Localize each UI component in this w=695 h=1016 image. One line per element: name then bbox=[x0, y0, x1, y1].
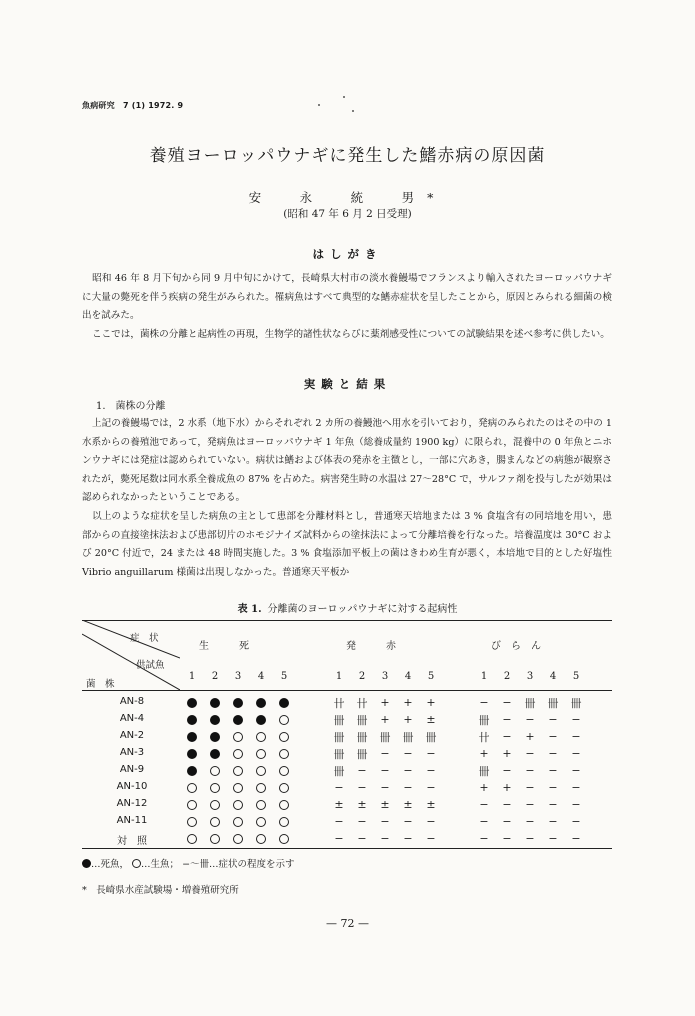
fish-number: 2 bbox=[358, 671, 366, 682]
dead-fish-mark bbox=[210, 732, 220, 742]
severity-scale-note: −～卌…症状の程度を示す bbox=[182, 859, 295, 870]
fish-number: 2 bbox=[503, 671, 511, 682]
table-row bbox=[82, 796, 612, 813]
erosion-cell: + bbox=[502, 781, 512, 794]
survival-cell bbox=[205, 762, 225, 779]
results-paragraph-1: 上記の養鰻場では，2 水系（地下水）からそれぞれ 2 カ所の養鰻池へ用水を引いており，発病のみられたのはその中の 1 水系からの養殖池であって，発病魚はヨーロッパウナギ 1 年魚（総養成量約 1900 kg）に限られ，混養中の 0 年魚とニホンウナギには発症は認められていない。病状は鰭および体表の発赤を主徴とし，一部に穴あき，腸まんなどの病態が観察されたが，斃死尾数は同水系全養成魚の 87% を占めた。病害発生時の水温は 27～28°C で，サルファ剤を投与したが効果は認められなかったということである。 bbox=[82, 418, 612, 504]
survival-cell bbox=[251, 779, 271, 796]
erosion-cell: − bbox=[548, 764, 558, 777]
survival-cell bbox=[228, 796, 248, 813]
live-fish-mark bbox=[279, 800, 289, 810]
redness-cell: − bbox=[334, 832, 344, 845]
fish-number: 5 bbox=[572, 671, 580, 682]
redness-cell: + bbox=[403, 713, 413, 726]
redness-cell: − bbox=[380, 815, 390, 828]
paper-title: 養殖ヨーロッパウナギに発生した鰭赤病の原因菌 bbox=[149, 146, 546, 166]
header-symptom: 症 状 bbox=[130, 633, 159, 644]
live-fish-mark bbox=[233, 800, 243, 810]
survival-cell bbox=[205, 745, 225, 762]
redness-cell: 卌 bbox=[333, 713, 345, 727]
live-fish-mark bbox=[256, 766, 266, 776]
erosion-cell: − bbox=[479, 815, 489, 828]
redness-cell: 卄 bbox=[356, 696, 368, 710]
dead-fish-mark bbox=[187, 698, 197, 708]
intro-paragraph-1: 昭和 46 年 8 月下旬から同 9 月中旬にかけて，長崎県大村市の淡水養鰻場でフランスより輸入されたヨーロッパウナギに大量の斃死を伴う疾病の発生がみられた。罹病魚はすべて典型的な鰭赤症状を呈したことから，原因とみられる細菌の検出を試みた。 bbox=[82, 273, 612, 322]
fish-number: 4 bbox=[549, 671, 557, 682]
strain-name: 対 照 bbox=[117, 836, 147, 847]
dead-fish-mark bbox=[187, 749, 197, 759]
redness-cell: 卌 bbox=[402, 730, 414, 744]
erosion-cell: + bbox=[479, 781, 489, 794]
print-speck bbox=[318, 104, 320, 106]
dead-fish-mark bbox=[233, 715, 243, 725]
erosion-cell: − bbox=[571, 747, 581, 760]
strain-name: AN-4 bbox=[119, 713, 145, 724]
redness-cell: ± bbox=[426, 713, 436, 726]
erosion-cell: − bbox=[502, 730, 512, 743]
survival-cell bbox=[205, 813, 225, 830]
erosion-cell: − bbox=[525, 832, 535, 845]
redness-cell: 卌 bbox=[379, 730, 391, 744]
live-fish-mark bbox=[210, 834, 220, 844]
survival-cell bbox=[182, 830, 202, 847]
survival-cell bbox=[205, 779, 225, 796]
survival-cell bbox=[274, 745, 294, 762]
dead-fish-mark bbox=[187, 732, 197, 742]
survival-cell bbox=[205, 830, 225, 847]
survival-cell bbox=[228, 830, 248, 847]
survival-cell bbox=[274, 711, 294, 728]
survival-cell bbox=[251, 728, 271, 745]
table-caption-text: 分離菌のヨーロッパウナギに対する起病性 bbox=[267, 604, 458, 615]
erosion-cell: − bbox=[525, 764, 535, 777]
strain-name: AN-12 bbox=[116, 798, 148, 809]
redness-cell: − bbox=[357, 764, 367, 777]
redness-cell: ± bbox=[403, 798, 413, 811]
survival-cell bbox=[182, 796, 202, 813]
author-affiliation-footnote: * 長崎県水産試験場・増養殖研究所 bbox=[82, 885, 239, 896]
erosion-cell: − bbox=[479, 832, 489, 845]
strain-name: AN-10 bbox=[116, 781, 148, 792]
erosion-cell: + bbox=[525, 730, 535, 743]
table-row bbox=[82, 745, 612, 762]
fish-number: 5 bbox=[427, 671, 435, 682]
live-fish-mark bbox=[187, 834, 197, 844]
erosion-cell: 卄 bbox=[478, 730, 490, 744]
redness-cell: − bbox=[334, 815, 344, 828]
survival-cell bbox=[251, 745, 271, 762]
fish-number: 4 bbox=[257, 671, 265, 682]
live-fish-mark bbox=[233, 817, 243, 827]
redness-cell: + bbox=[403, 696, 413, 709]
group-header-2: び ら ん bbox=[491, 641, 541, 652]
erosion-cell: − bbox=[502, 764, 512, 777]
redness-cell: − bbox=[426, 815, 436, 828]
dead-fish-mark bbox=[210, 715, 220, 725]
redness-cell: − bbox=[403, 747, 413, 760]
erosion-cell: + bbox=[502, 747, 512, 760]
erosion-cell: − bbox=[571, 713, 581, 726]
live-fish-mark bbox=[210, 800, 220, 810]
erosion-cell: − bbox=[502, 713, 512, 726]
live-fish-mark bbox=[233, 766, 243, 776]
pathogenicity-table bbox=[82, 620, 612, 858]
live-fish-mark bbox=[210, 817, 220, 827]
live-fish-mark bbox=[279, 715, 289, 725]
survival-cell bbox=[205, 711, 225, 728]
fish-number: 2 bbox=[211, 671, 219, 682]
dead-fish-mark bbox=[187, 715, 197, 725]
erosion-cell: − bbox=[525, 815, 535, 828]
table-caption bbox=[0, 600, 695, 615]
redness-cell: 卌 bbox=[425, 730, 437, 744]
group-header-1: 発 赤 bbox=[346, 641, 396, 652]
redness-cell: + bbox=[380, 713, 390, 726]
table-row bbox=[82, 762, 612, 779]
erosion-cell: − bbox=[548, 815, 558, 828]
survival-cell bbox=[274, 694, 294, 711]
fish-number: 1 bbox=[335, 671, 343, 682]
survival-cell bbox=[228, 694, 248, 711]
table-row bbox=[82, 711, 612, 728]
table-caption-label: 表 1. bbox=[237, 604, 262, 615]
survival-cell bbox=[228, 711, 248, 728]
erosion-cell: − bbox=[525, 747, 535, 760]
dead-fish-mark bbox=[256, 715, 266, 725]
intro-heading: はしがき bbox=[312, 247, 383, 261]
redness-cell: − bbox=[380, 764, 390, 777]
redness-cell: − bbox=[380, 832, 390, 845]
erosion-cell: − bbox=[548, 747, 558, 760]
redness-cell: 卌 bbox=[356, 747, 368, 761]
fish-number: 5 bbox=[280, 671, 288, 682]
live-fish-mark bbox=[187, 800, 197, 810]
erosion-cell: − bbox=[479, 696, 489, 709]
redness-cell: − bbox=[426, 764, 436, 777]
survival-cell bbox=[182, 813, 202, 830]
table-bottom-rule bbox=[82, 848, 612, 849]
live-fish-mark bbox=[279, 766, 289, 776]
live-fish-mark bbox=[233, 732, 243, 742]
survival-cell bbox=[228, 813, 248, 830]
redness-cell: − bbox=[357, 832, 367, 845]
table-legend: …死魚， …生魚； −～卌…症状の程度を示す bbox=[82, 856, 295, 870]
erosion-cell: − bbox=[502, 832, 512, 845]
live-fish-mark bbox=[279, 817, 289, 827]
erosion-cell: − bbox=[502, 696, 512, 709]
author-name: 安 永 統 男* bbox=[248, 190, 447, 205]
header-fish: 供試魚 bbox=[136, 660, 165, 671]
redness-cell: ± bbox=[334, 798, 344, 811]
live-fish-symbol bbox=[132, 859, 141, 868]
fish-number: 3 bbox=[381, 671, 389, 682]
results-heading: 実験と結果 bbox=[303, 377, 392, 391]
strain-name: AN-8 bbox=[119, 696, 145, 707]
redness-cell: 卌 bbox=[333, 730, 345, 744]
survival-cell bbox=[251, 796, 271, 813]
page-number: — 72 — bbox=[326, 917, 369, 930]
redness-cell: 卄 bbox=[333, 696, 345, 710]
survival-cell bbox=[228, 728, 248, 745]
live-fish-mark bbox=[256, 800, 266, 810]
strain-name: AN-9 bbox=[119, 764, 145, 775]
erosion-cell: − bbox=[548, 730, 558, 743]
survival-cell bbox=[182, 694, 202, 711]
table-row bbox=[82, 813, 612, 830]
fish-number: 1 bbox=[480, 671, 488, 682]
survival-cell bbox=[251, 813, 271, 830]
redness-cell: 卌 bbox=[356, 730, 368, 744]
survival-cell bbox=[228, 745, 248, 762]
erosion-cell: + bbox=[479, 747, 489, 760]
erosion-cell: − bbox=[571, 730, 581, 743]
erosion-cell: − bbox=[548, 798, 558, 811]
survival-cell bbox=[251, 762, 271, 779]
survival-cell bbox=[274, 762, 294, 779]
erosion-cell: − bbox=[548, 713, 558, 726]
erosion-cell: − bbox=[525, 781, 535, 794]
redness-cell: − bbox=[403, 815, 413, 828]
strain-name: AN-3 bbox=[119, 747, 145, 758]
survival-cell bbox=[251, 694, 271, 711]
dead-fish-mark bbox=[210, 698, 220, 708]
results-paragraph-2: 以上のような症状を呈した病魚の主として患部を分離材料とし，普通寒天培地または 3 % 食塩含有の同培地を用い，患部からの直接塗抹法および患部切片のホモジナイズ試料からの塗抹法によって分離培養を行なった。培養温度は 30°C および 20°C 付近で，24 または 48 時間実施した。3 % 食塩添加平板上の菌はきわめ生育が悪く，本培地で目的とした好塩性 Vibrio anguillarum 様菌は出現しなかった。普通寒天平板か bbox=[82, 511, 612, 578]
survival-cell bbox=[274, 728, 294, 745]
fish-number: 3 bbox=[234, 671, 242, 682]
print-speck bbox=[343, 96, 345, 98]
redness-cell: − bbox=[357, 781, 367, 794]
redness-cell: − bbox=[403, 764, 413, 777]
survival-cell bbox=[182, 728, 202, 745]
table-row bbox=[82, 830, 612, 847]
live-fish-mark bbox=[279, 834, 289, 844]
redness-cell: − bbox=[403, 832, 413, 845]
live-fish-mark bbox=[279, 732, 289, 742]
erosion-cell: 卌 bbox=[524, 696, 536, 710]
redness-cell: − bbox=[403, 781, 413, 794]
redness-cell: − bbox=[380, 781, 390, 794]
redness-cell: + bbox=[380, 696, 390, 709]
survival-cell bbox=[205, 694, 225, 711]
erosion-cell: − bbox=[571, 815, 581, 828]
erosion-cell: − bbox=[571, 781, 581, 794]
live-fish-mark bbox=[233, 783, 243, 793]
survival-cell bbox=[274, 779, 294, 796]
erosion-cell: 卌 bbox=[478, 713, 490, 727]
erosion-cell: 卌 bbox=[478, 764, 490, 778]
erosion-cell: − bbox=[479, 798, 489, 811]
dead-fish-mark bbox=[256, 698, 266, 708]
erosion-cell: − bbox=[571, 832, 581, 845]
erosion-cell: − bbox=[502, 798, 512, 811]
survival-cell bbox=[182, 779, 202, 796]
journal-header: 魚病研究 7 (1) 1972. 9 bbox=[82, 101, 184, 110]
erosion-cell: − bbox=[525, 713, 535, 726]
dead-fish-mark bbox=[210, 749, 220, 759]
survival-cell bbox=[182, 745, 202, 762]
redness-cell: ± bbox=[426, 798, 436, 811]
table-row bbox=[82, 694, 612, 711]
live-fish-mark bbox=[187, 817, 197, 827]
survival-cell bbox=[205, 728, 225, 745]
live-fish-mark bbox=[210, 783, 220, 793]
redness-cell: − bbox=[380, 747, 390, 760]
live-fish-mark bbox=[256, 817, 266, 827]
live-fish-mark bbox=[233, 834, 243, 844]
dead-fish-mark bbox=[233, 698, 243, 708]
survival-cell bbox=[228, 762, 248, 779]
table-row bbox=[82, 779, 612, 796]
strain-name: AN-11 bbox=[116, 815, 148, 826]
table-row bbox=[82, 728, 612, 745]
live-fish-mark bbox=[210, 766, 220, 776]
live-fish-mark bbox=[279, 749, 289, 759]
redness-cell: − bbox=[334, 781, 344, 794]
survival-cell bbox=[274, 796, 294, 813]
live-fish-mark bbox=[256, 749, 266, 759]
redness-cell: − bbox=[426, 781, 436, 794]
header-strain: 菌 株 bbox=[86, 679, 115, 690]
erosion-cell: − bbox=[571, 798, 581, 811]
erosion-cell: − bbox=[525, 798, 535, 811]
survival-cell bbox=[251, 711, 271, 728]
live-fish-mark bbox=[256, 834, 266, 844]
received-date: (昭和 47 年 6 月 2 日受理) bbox=[283, 208, 412, 220]
survival-cell bbox=[182, 762, 202, 779]
dead-fish-mark bbox=[279, 698, 289, 708]
erosion-cell: − bbox=[571, 764, 581, 777]
intro-paragraph-2: ここでは，菌株の分離と起病性の再現，生物学的諸性状ならびに薬剤感受性についての試験結果を述べ参考に供したい。 bbox=[92, 329, 610, 340]
survival-cell bbox=[182, 711, 202, 728]
erosion-cell: − bbox=[502, 815, 512, 828]
survival-cell bbox=[274, 830, 294, 847]
redness-cell: ± bbox=[380, 798, 390, 811]
live-fish-mark bbox=[279, 783, 289, 793]
dead-fish-symbol bbox=[82, 859, 91, 868]
redness-cell: 卌 bbox=[356, 713, 368, 727]
dead-fish-mark bbox=[187, 766, 197, 776]
print-speck bbox=[352, 110, 354, 112]
table-header-rule bbox=[82, 690, 612, 691]
live-fish-mark bbox=[187, 783, 197, 793]
redness-cell: − bbox=[426, 832, 436, 845]
fish-number: 4 bbox=[404, 671, 412, 682]
redness-cell: − bbox=[357, 815, 367, 828]
live-fish-mark bbox=[256, 732, 266, 742]
redness-cell: 卌 bbox=[333, 747, 345, 761]
survival-cell bbox=[251, 830, 271, 847]
live-fish-mark bbox=[256, 783, 266, 793]
survival-cell bbox=[205, 796, 225, 813]
erosion-cell: 卌 bbox=[570, 696, 582, 710]
erosion-cell: − bbox=[548, 781, 558, 794]
live-fish-mark bbox=[233, 749, 243, 759]
redness-cell: 卌 bbox=[333, 764, 345, 778]
fish-number: 3 bbox=[526, 671, 534, 682]
erosion-cell: 卌 bbox=[547, 696, 559, 710]
redness-cell: − bbox=[426, 747, 436, 760]
results-subheading: 1. 菌株の分離 bbox=[96, 401, 166, 412]
redness-cell: ± bbox=[357, 798, 367, 811]
survival-cell bbox=[274, 813, 294, 830]
fish-number: 1 bbox=[188, 671, 196, 682]
group-header-0: 生 死 bbox=[199, 641, 249, 652]
erosion-cell: − bbox=[548, 832, 558, 845]
strain-name: AN-2 bbox=[119, 730, 145, 741]
survival-cell bbox=[228, 779, 248, 796]
redness-cell: + bbox=[426, 696, 436, 709]
